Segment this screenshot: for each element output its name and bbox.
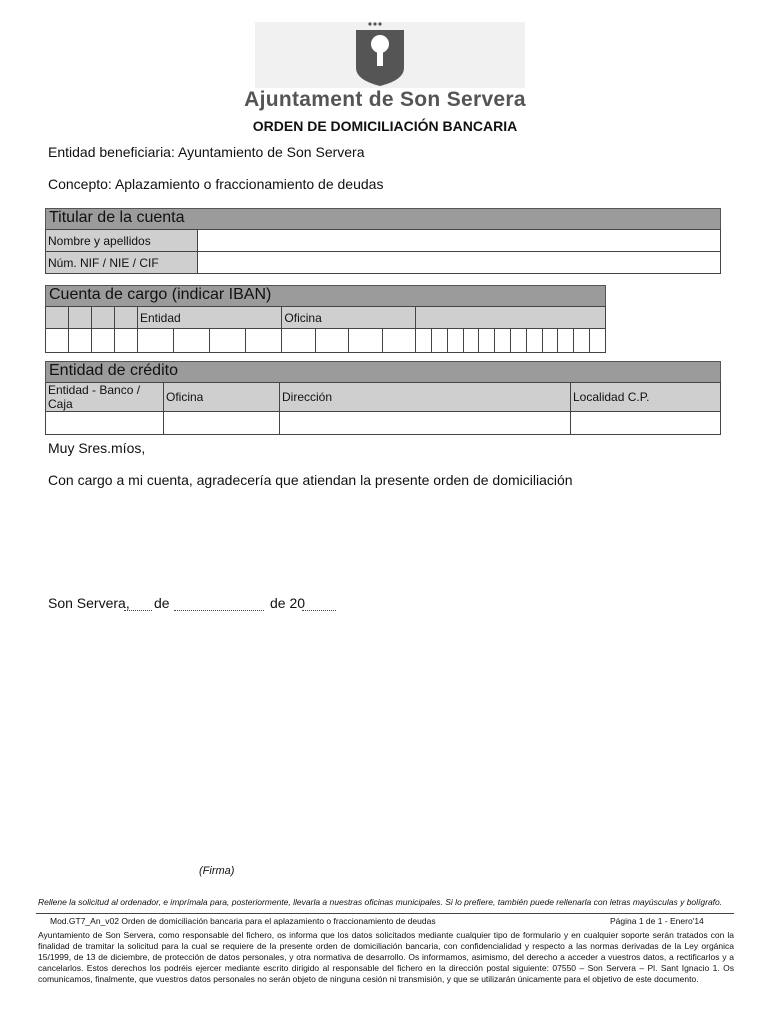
credit-entity-label: Entidad - Banco / Caja — [46, 383, 164, 412]
concept-text: Concepto: Aplazamiento o fraccionamiento de deudas — [48, 176, 384, 192]
credit-address-field[interactable] — [280, 412, 571, 435]
credit-heading: Entidad de crédito — [45, 361, 721, 383]
de-label-1: de — [154, 595, 170, 611]
iban-table — [45, 306, 606, 353]
credit-office-label: Oficina — [164, 383, 280, 412]
iban-digit-row[interactable] — [46, 329, 606, 353]
titular-table — [45, 229, 721, 274]
name-label: Nombre y apellidos — [46, 230, 198, 252]
iban-heading: Cuenta de cargo (indicar IBAN) — [45, 285, 606, 307]
year-field[interactable] — [302, 596, 336, 611]
beneficiary-text: Entidad beneficiaria: Ayuntamiento de Son Servera — [48, 144, 365, 160]
id-field[interactable] — [198, 252, 721, 274]
credit-locality-field[interactable] — [571, 412, 721, 435]
credit-office-field[interactable] — [164, 412, 280, 435]
page-title: ORDEN DE DOMICILIACIÓN BANCARIA — [252, 118, 518, 134]
place-label: Son Servera, — [48, 595, 130, 611]
footer-divider — [36, 913, 734, 914]
page-number: Página 1 de 1 - Enero'14 — [610, 916, 704, 926]
name-field[interactable] — [198, 230, 721, 252]
credit-address-label: Dirección — [280, 383, 571, 412]
form-code: Mod.GT7_An_v02 Orden de domiciliación bancaria para el aplazamiento o fraccionamiento de deudas — [50, 916, 436, 926]
id-label: Núm. NIF / NIE / CIF — [46, 252, 198, 274]
credit-entity-field[interactable] — [46, 412, 164, 435]
letter-body: Con cargo a mi cuenta, agradecería que atiendan la presente orden de domiciliación — [48, 472, 573, 488]
signature-label: (Firma) — [199, 865, 235, 877]
entity-label: Entidad — [138, 307, 282, 329]
footer-note: Rellene la solicitud al ordenador, e imprímala para, posteriormente, llevarla a nuestras oficinas municipales. Si lo prefiere, también puede rellenarla con letras mayúsculas y bolígrafo. — [38, 897, 723, 907]
office-label: Oficina — [282, 307, 416, 329]
day-field[interactable] — [124, 596, 152, 611]
credit-table — [45, 382, 721, 435]
titular-heading: Titular de la cuenta — [45, 208, 721, 230]
greeting: Muy Sres.míos, — [48, 440, 146, 456]
de-label-2: de 20 — [270, 595, 306, 611]
month-field[interactable] — [174, 596, 264, 611]
credit-locality-label: Localidad C.P. — [571, 383, 721, 412]
legal-notice: Ayuntamiento de Son Servera, como responsable del fichero, os informa que los datos solicitados mediante cualquier tipo de formulario y en cualquier soporte serán tratados con la finalidad de tramitar la solicitud para la cual se requiere de la presente orden de domiciliación bancaria, con confidencialidad y respecto a las normas derivadas de la Ley orgánica 15/1999, de 13 de diciembre, de protección de datos personales, y otra normativa de desarrollo. Os informamos, asimismo, del derecho a acceder a vuestros datos, a rectificarlos y a cancelarlos. Estos derechos los podréis ejercer mediante escrito dirigido al responsable del fichero en la dirección postal siguiente: 07550 – Son Servera – Pl. Sant Ignacio 1. Os comunicamos, finalmente, que vuestros datos personales no serán objeto de ninguna cesión ni transmisión, y que se utilizarán únicamente para el objetivo de este documento. — [38, 930, 734, 984]
brand-name: Ajuntament de Son Servera — [244, 88, 526, 111]
